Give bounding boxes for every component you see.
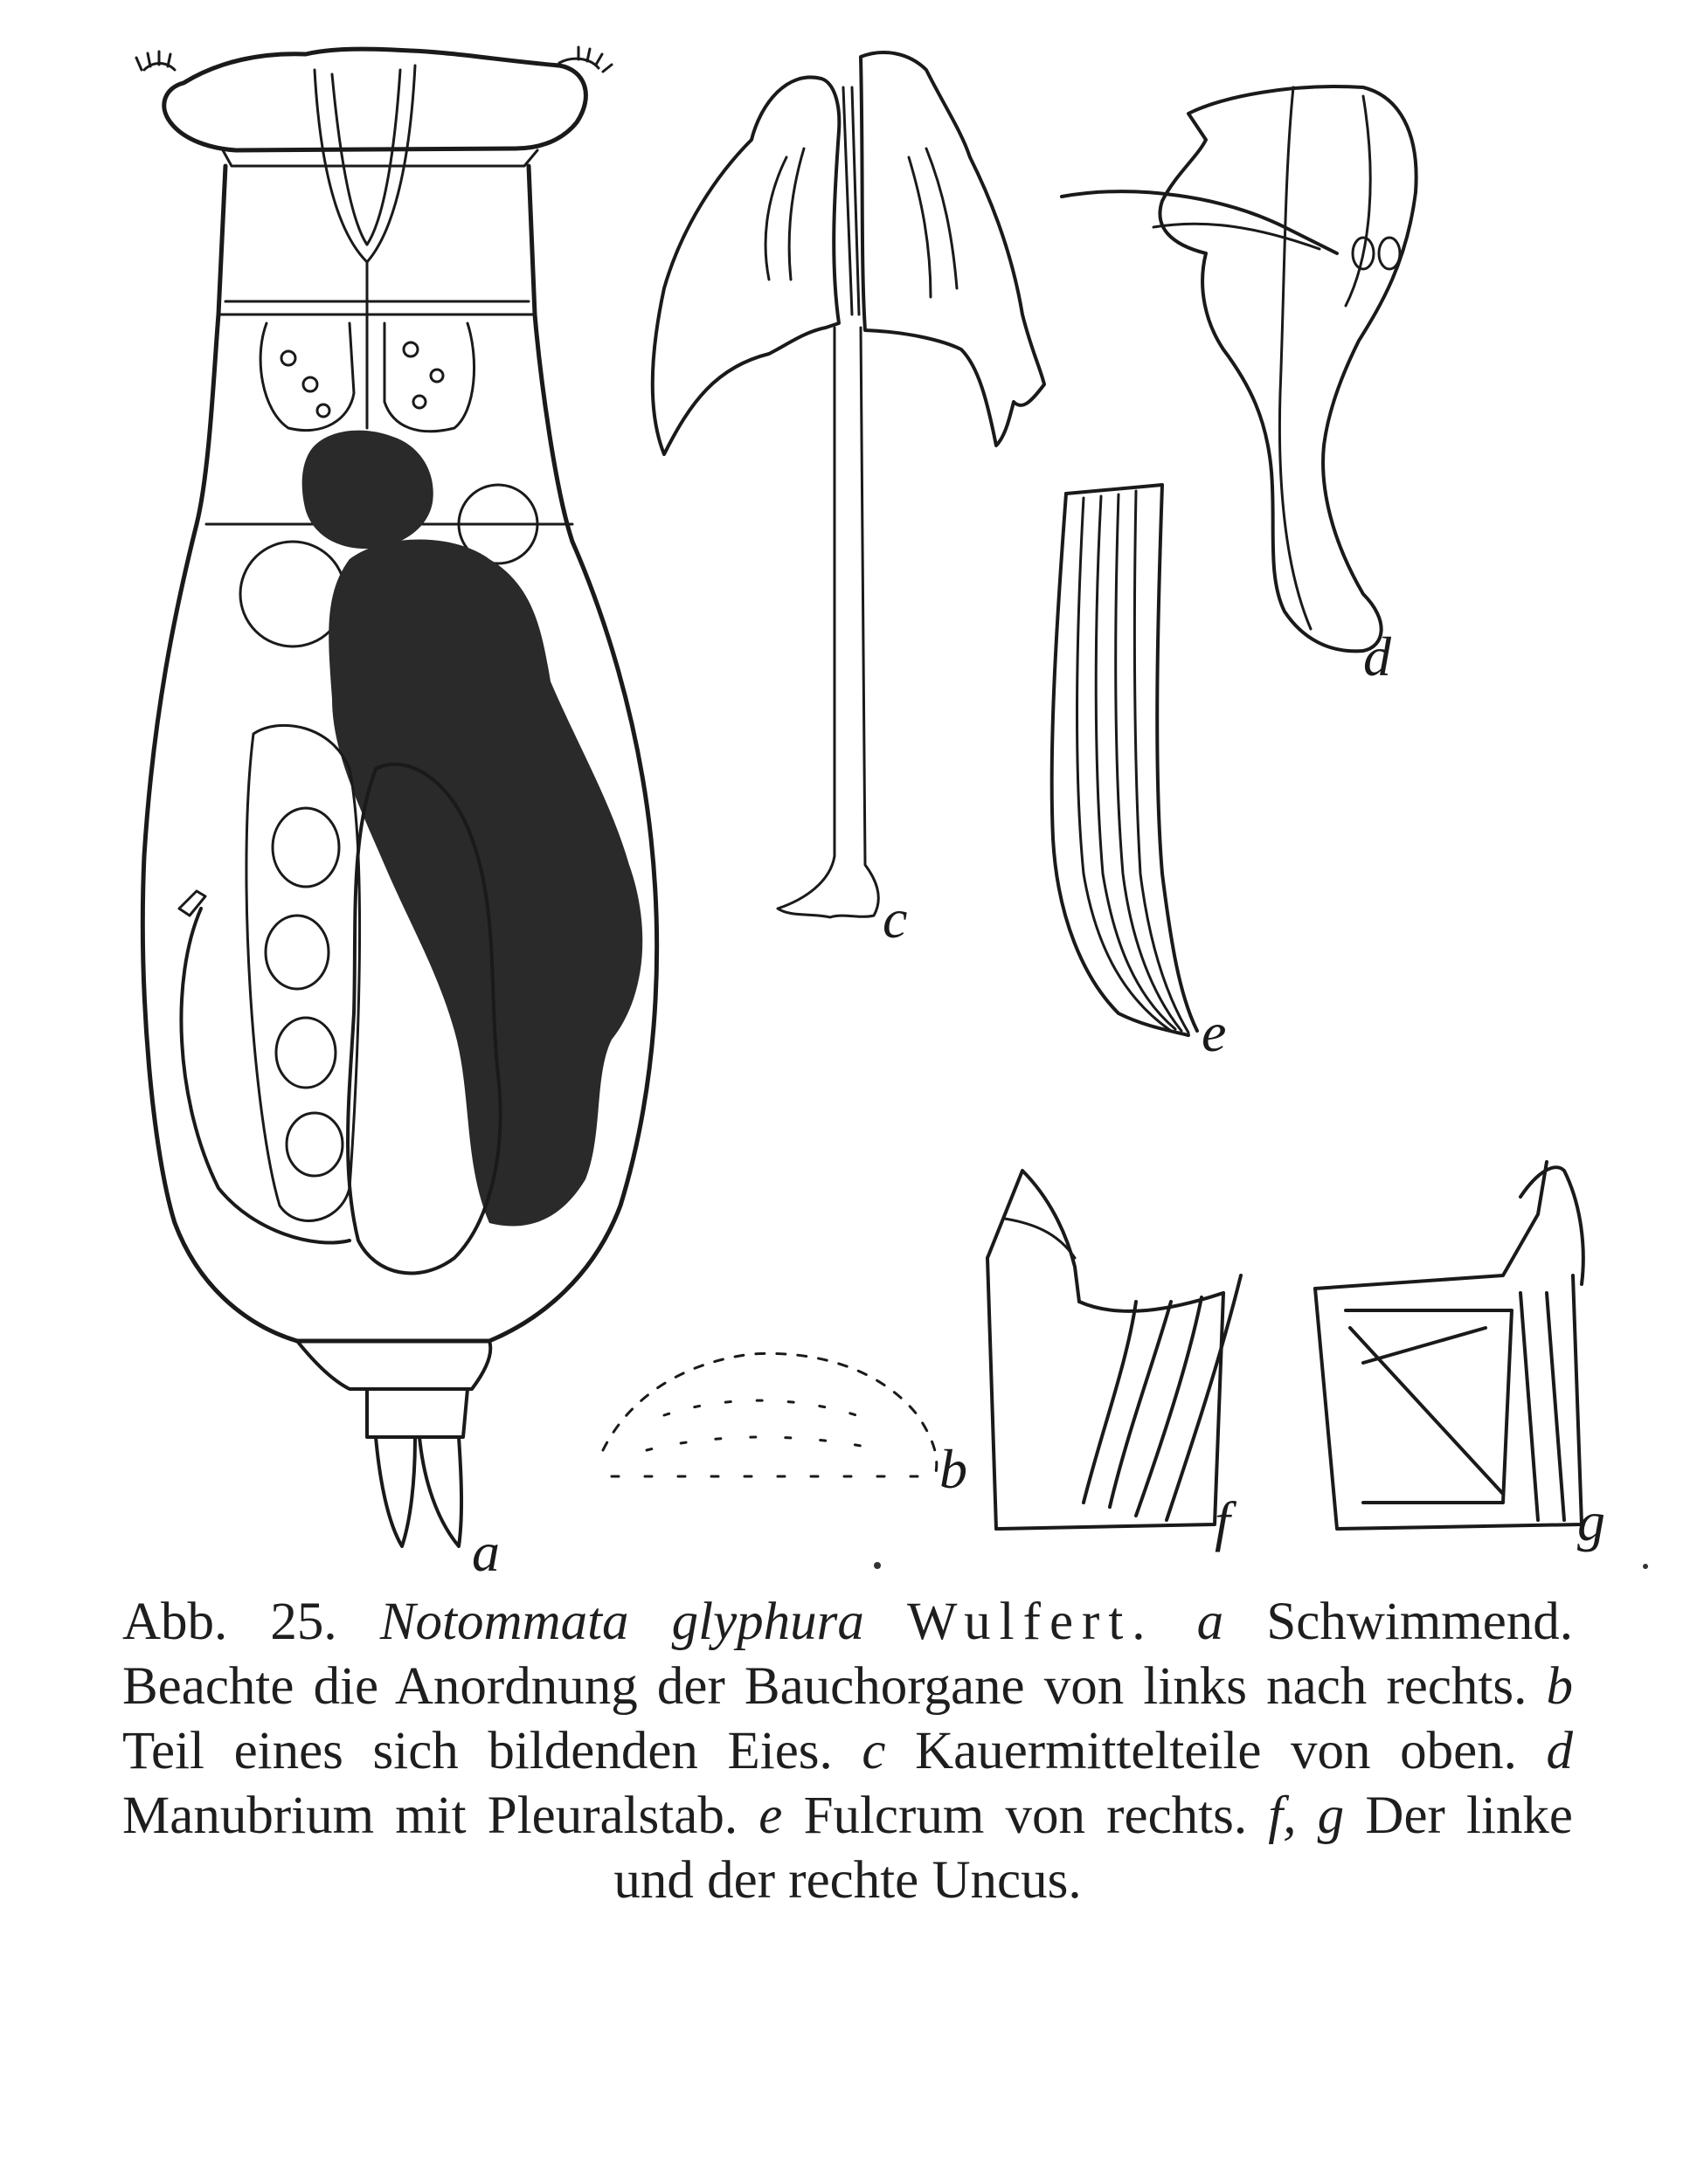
panel-label-d: d xyxy=(1363,625,1391,688)
caption-text-d: Manubrium mit Pleuralstab. xyxy=(122,1787,738,1845)
figure-f-left-uncus xyxy=(987,1171,1241,1529)
caption-letter-d: d xyxy=(1546,1722,1574,1780)
caption-letter-b: b xyxy=(1546,1657,1573,1716)
figure-caption xyxy=(122,1590,1573,1913)
caption-letters-fg: f, g xyxy=(1268,1787,1345,1845)
panel-label-a: a xyxy=(472,1521,500,1583)
panel-label-b: b xyxy=(939,1438,967,1500)
print-speck xyxy=(1643,1564,1648,1569)
caption-text-a: Schwimmend. Beachte die Anordnung der Bauchorgane von links nach rechts. xyxy=(122,1593,1574,1716)
figure-a-rotifer-body xyxy=(136,47,657,1546)
caption-text-fg: Der linke und der rechte Uncus. xyxy=(613,1787,1574,1910)
caption-author: Wulfert. xyxy=(907,1593,1154,1651)
panel-label-f: f xyxy=(1215,1490,1230,1552)
caption-text-b: Teil eines sich bildenden Eies. xyxy=(122,1722,833,1780)
caption-species: Notommata glyphura xyxy=(379,1593,864,1651)
figure-g-right-uncus xyxy=(1315,1162,1583,1529)
figure-d-manubrium xyxy=(1062,86,1416,651)
panel-label-g: g xyxy=(1577,1490,1605,1552)
caption-text-c: Kauermittelteile von oben. xyxy=(915,1722,1517,1780)
figure-e-fulcrum xyxy=(1052,485,1197,1035)
panel-label-e: e xyxy=(1202,1001,1227,1063)
caption-fig-number: Abb. 25. xyxy=(122,1593,337,1651)
caption-text-e: Fulcrum von rechts. xyxy=(803,1787,1248,1845)
caption-letter-a: a xyxy=(1196,1593,1224,1651)
figure-c-trophi xyxy=(653,52,1044,917)
print-speck xyxy=(874,1562,881,1569)
caption-letter-e: e xyxy=(758,1787,783,1845)
panel-label-c: c xyxy=(883,888,908,950)
figure-b-egg-fragment xyxy=(603,1353,937,1476)
caption-letter-c: c xyxy=(862,1722,886,1780)
